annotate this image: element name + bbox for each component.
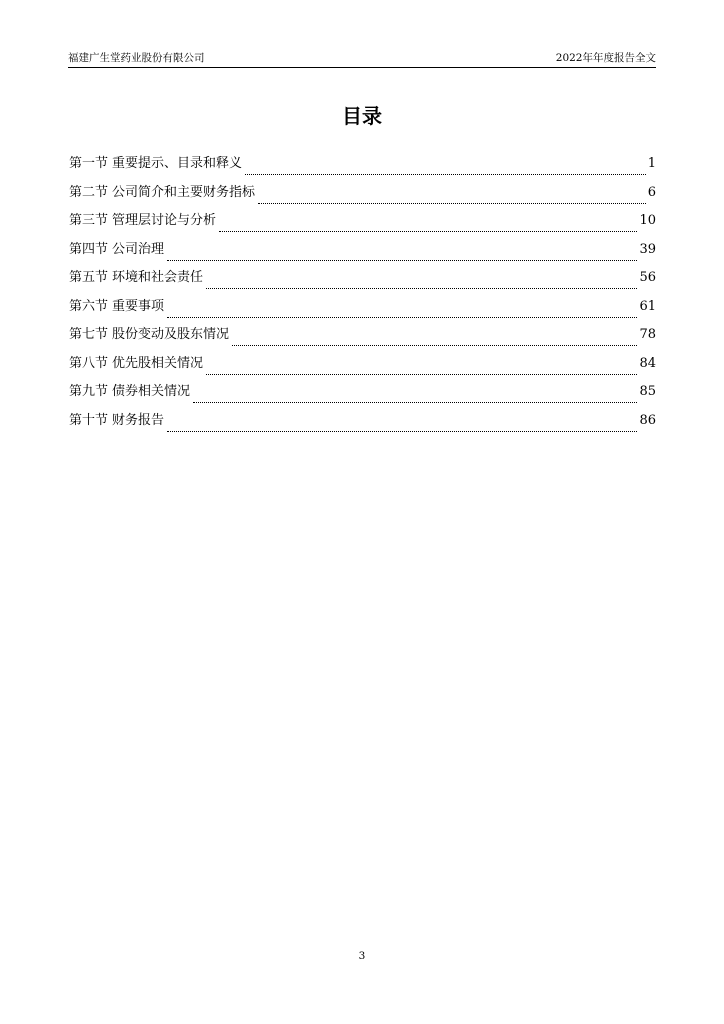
toc-item[interactable] bbox=[69, 154, 656, 183]
toc-page-number: 86 bbox=[639, 412, 656, 428]
toc-item[interactable] bbox=[69, 183, 656, 212]
page-header bbox=[68, 51, 656, 68]
toc-page-number: 85 bbox=[639, 384, 656, 399]
toc-section-number: 第七节 bbox=[69, 327, 109, 342]
toc-item[interactable] bbox=[69, 240, 656, 269]
toc-page-number: 1 bbox=[647, 156, 656, 171]
page-number: 3 bbox=[358, 950, 366, 962]
toc-section-name: 重要事项 bbox=[112, 298, 165, 314]
toc-title: 目录 bbox=[342, 104, 382, 128]
toc-item[interactable] bbox=[69, 382, 656, 411]
toc-section-name: 债券相关情况 bbox=[112, 384, 191, 399]
toc-item[interactable] bbox=[69, 297, 656, 326]
toc-section-name: 公司治理 bbox=[112, 241, 165, 257]
toc-page-number: 10 bbox=[639, 213, 656, 228]
toc-dot-leader bbox=[167, 306, 637, 318]
header-company-name: 福建广生堂药业股份有限公司 bbox=[68, 52, 205, 64]
toc-section-number: 第十节 bbox=[69, 412, 109, 428]
toc-dot-leader bbox=[219, 220, 637, 232]
toc-section-name: 公司简介和主要财务指标 bbox=[112, 184, 256, 200]
toc-item[interactable] bbox=[69, 411, 656, 440]
toc-dot-leader bbox=[206, 363, 637, 375]
toc-dot-leader bbox=[245, 163, 646, 175]
toc-page-number: 84 bbox=[639, 355, 656, 371]
toc-page-number: 56 bbox=[639, 270, 656, 285]
table-of-contents bbox=[69, 154, 656, 439]
toc-section-number: 第四节 bbox=[69, 241, 109, 257]
header-report-title: 2022年年度报告全文 bbox=[555, 52, 656, 64]
toc-dot-leader bbox=[193, 391, 637, 403]
toc-section-name: 股份变动及股东情况 bbox=[112, 327, 230, 342]
toc-page-number: 6 bbox=[647, 184, 656, 200]
toc-page-number: 61 bbox=[639, 298, 656, 314]
toc-item[interactable] bbox=[69, 268, 656, 297]
toc-item[interactable] bbox=[69, 325, 656, 354]
toc-item[interactable] bbox=[69, 211, 656, 240]
toc-dot-leader bbox=[258, 192, 646, 204]
toc-section-name: 环境和社会责任 bbox=[112, 270, 204, 285]
toc-section-number: 第六节 bbox=[69, 298, 109, 314]
toc-section-number: 第一节 bbox=[69, 156, 109, 171]
toc-section-number: 第三节 bbox=[69, 213, 109, 228]
toc-section-number: 第九节 bbox=[69, 384, 109, 399]
toc-page-number: 78 bbox=[639, 327, 656, 342]
toc-section-number: 第二节 bbox=[69, 184, 109, 200]
toc-section-number: 第五节 bbox=[69, 270, 109, 285]
toc-dot-leader bbox=[232, 334, 637, 346]
toc-section-name: 重要提示、目录和释义 bbox=[112, 156, 243, 171]
toc-page-number: 39 bbox=[639, 241, 656, 257]
toc-section-name: 优先股相关情况 bbox=[112, 355, 204, 371]
toc-section-name: 管理层讨论与分析 bbox=[112, 213, 217, 228]
toc-item[interactable] bbox=[69, 354, 656, 383]
toc-section-name: 财务报告 bbox=[112, 412, 165, 428]
toc-dot-leader bbox=[167, 249, 637, 261]
toc-dot-leader bbox=[167, 420, 637, 432]
toc-section-number: 第八节 bbox=[69, 355, 109, 371]
toc-dot-leader bbox=[206, 277, 637, 289]
